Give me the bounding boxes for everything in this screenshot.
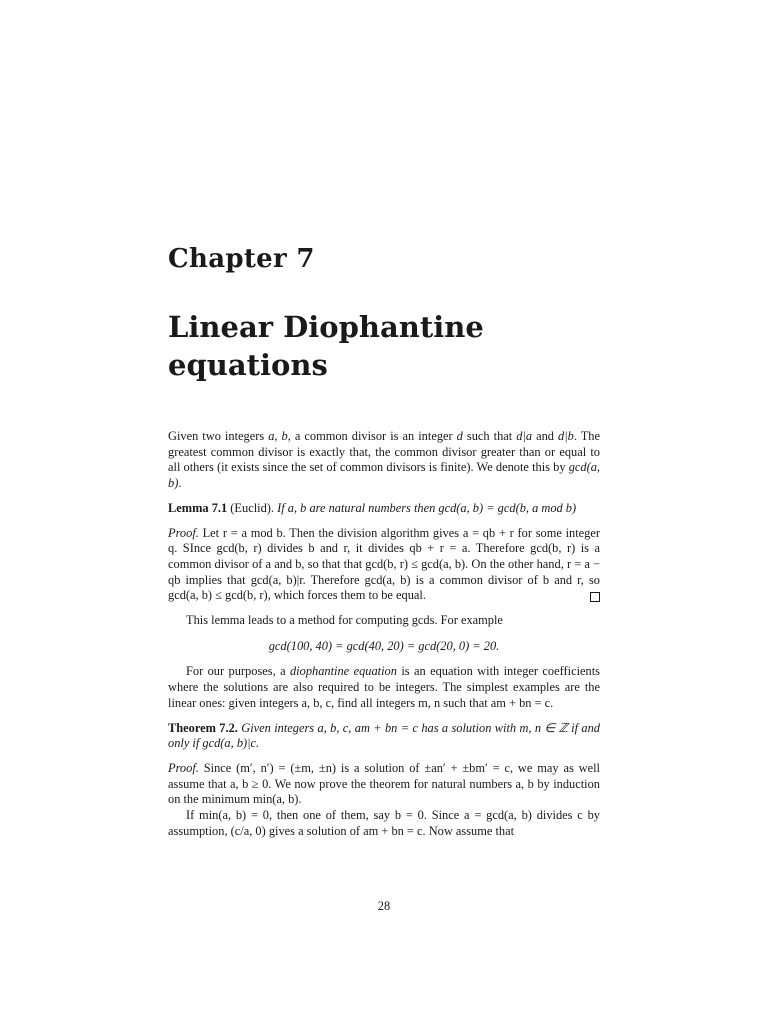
intro-paragraph: Given two integers a, b, a common divisor is an integer d such that d|a and d|b. The greatest common divisor is exactly that, the common divisor greater than or equal to all others (it exists since the set of common divisors is finite). We denote this by gcd(a, b). [168, 429, 600, 491]
lemma-followup: This lemma leads to a method for computing gcds. For example [186, 613, 503, 628]
lemma-label: Lemma 7.1 [168, 500, 228, 515]
body-text [168, 429, 600, 839]
qed-square-icon [590, 592, 600, 602]
display-equation: gcd(100, 40) = gcd(40, 20) = gcd(20, 0) = 20. [268, 638, 500, 653]
page-number: 28 [377, 899, 391, 913]
chapter-title-line-1: Linear Diophantine [168, 310, 484, 344]
theorem-proof-continued: If min(a, b) = 0, then one of them, say b = 0. Since a = gcd(a, b) divides c by assumption, (c/a, 0) gives a solution of am + bn = c. Now assume that [168, 808, 600, 838]
diophantine-definition: For our purposes, a diophantine equation is an equation with integer coefficients where the solutions are also required to be integers. The simplest examples are the linear ones: given integers a, b, c, find all integers m, n such that am + bn = c. [168, 664, 600, 710]
chapter-label: Chapter 7 [168, 244, 315, 274]
lemma-proof: Proof. Let r = a mod b. Then the division algorithm gives a = qb + r for some integer q. SInce gcd(b, r) divides b and r, it divides qb + r = a. Therefore gcd(b, r) is a common divisor of a and b, so that that gcd(b, r) ≤ gcd(a, b). On the other hand, r = a − qb implies that gcd(a, b)|r. Therefore gcd(a, b) is a common divisor of b and r, so gcd(a, b) ≤ gcd(b, r), which forces them to be equal. [168, 525, 600, 603]
theorem-statement: Theorem 7.2. Given integers a, b, c, am + bn = c has a solution with m, n ∈ ℤ if and only if gcd(a, b)|c. [168, 720, 601, 751]
proof-label: Proof. [168, 525, 199, 540]
defined-term: diophantine equation [289, 664, 397, 679]
chapter-title [168, 308, 600, 384]
chapter-title-line-2: equations [168, 348, 328, 382]
theorem-proof: Proof. Since (m′, n′) = (±m, ±n) is a solution of ±an′ + ±bm′ = c, we may as well assume that a, b ≥ 0. We now prove the theorem for natural numbers a, b by induction on the minimum min(a, b). [168, 760, 600, 807]
proof-label: Proof. [168, 760, 199, 775]
lemma-statement: Lemma 7.1 (Euclid). If a, b are natural numbers then gcd(a, b) = gcd(b, a mod b) [168, 500, 577, 515]
theorem-label: Theorem 7.2. [168, 720, 238, 735]
